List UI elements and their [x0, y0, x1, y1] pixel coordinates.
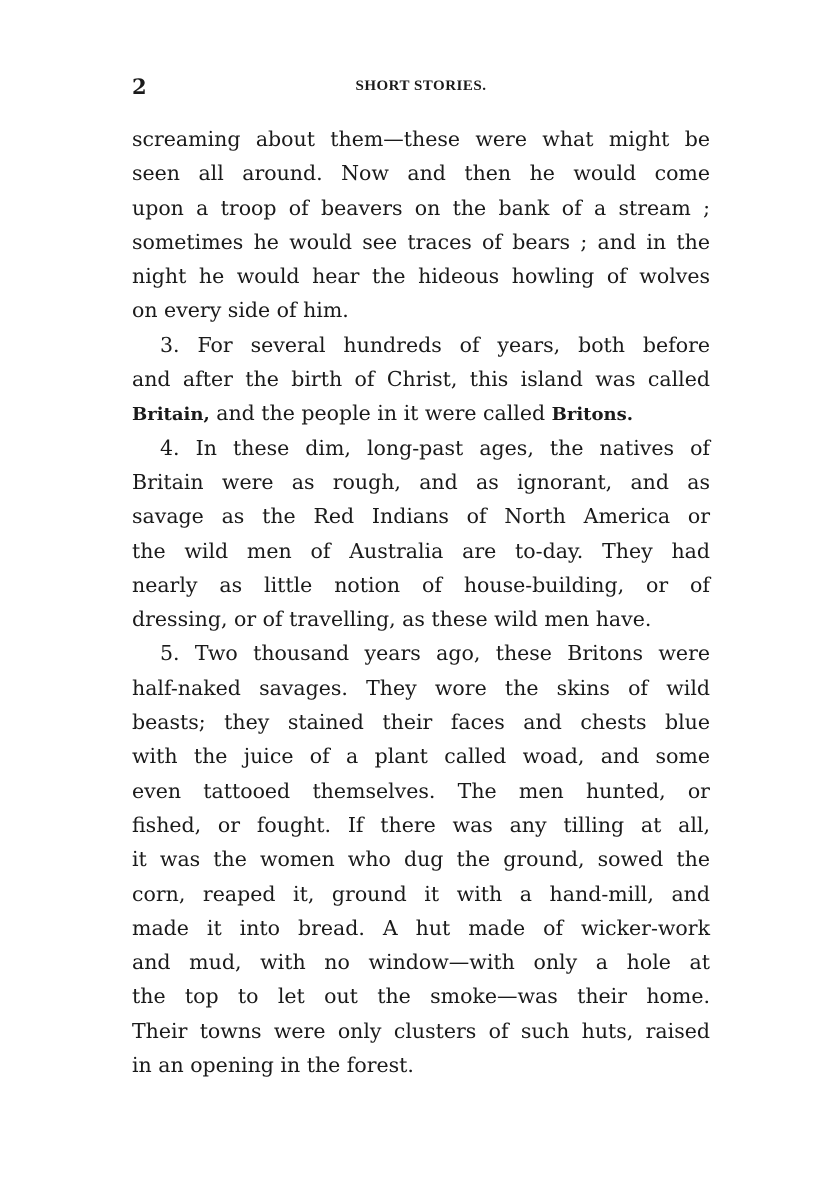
text-line: screaming about them—these were what might be — [132, 127, 710, 151]
text-line: sometimes he would see traces of bears ; and in the — [132, 229, 710, 254]
running-head: SHORT STORIES. — [355, 78, 487, 94]
text-line: savage as the Red Indians of North America or — [132, 504, 710, 529]
paragraph-3-start: 3. For several hundreds of years, both before — [160, 332, 710, 357]
text-line: Their towns were only clusters of such huts, raised — [132, 1018, 710, 1043]
paragraph-5-start: 5. Two thousand years ago, these Britons were — [160, 641, 710, 666]
page-number: 2 — [132, 74, 147, 99]
text-line: on every side of him. — [132, 298, 349, 323]
text-line — [132, 396, 710, 430]
page-header — [132, 74, 710, 104]
text-line: the wild men of Australia are to-day. They had — [132, 538, 710, 563]
text-line: the top to let out the smoke—was their home. — [132, 984, 710, 1009]
text-line: Britain were as rough, and as ignorant, and as — [132, 469, 710, 494]
text-line: half-naked savages. They wore the skins of wild — [132, 675, 710, 700]
text-line: seen all around. Now and then he would come — [132, 161, 710, 186]
text-line: made it into bread. A hut made of wicker-work — [132, 915, 710, 940]
text-line: and after the birth of Christ, this island was called — [132, 367, 710, 392]
paragraph-4-start: 4. In these dim, long-past ages, the natives of — [160, 435, 710, 460]
text-line: in an opening in the forest. — [132, 1053, 414, 1078]
text-line: beasts; they stained their faces and chests blue — [132, 710, 710, 735]
body-text — [132, 122, 710, 1082]
term-britons: Britons. — [551, 404, 633, 426]
text-line: nearly as little notion of house-building, or of — [132, 572, 710, 597]
text-line: upon a troop of beavers on the bank of a stream ; — [132, 195, 710, 220]
text-line: even tattooed themselves. The men hunted, or — [132, 778, 710, 803]
term-britain: Britain, — [132, 404, 210, 426]
text-line: it was the women who dug the ground, sowed the — [132, 847, 710, 872]
text-line: and mud, with no window—with only a hole at — [132, 950, 710, 975]
text-run: and the people in it were called — [209, 401, 552, 426]
text-line: dressing, or of travelling, as these wild men have. — [132, 607, 652, 632]
text-line: with the juice of a plant called woad, and some — [132, 744, 710, 769]
text-line: fished, or fought. If there was any tilling at all, — [132, 812, 710, 837]
text-line: night he would hear the hideous howling of wolves — [132, 264, 710, 289]
text-line: corn, reaped it, ground it with a hand-mill, and — [132, 881, 710, 906]
